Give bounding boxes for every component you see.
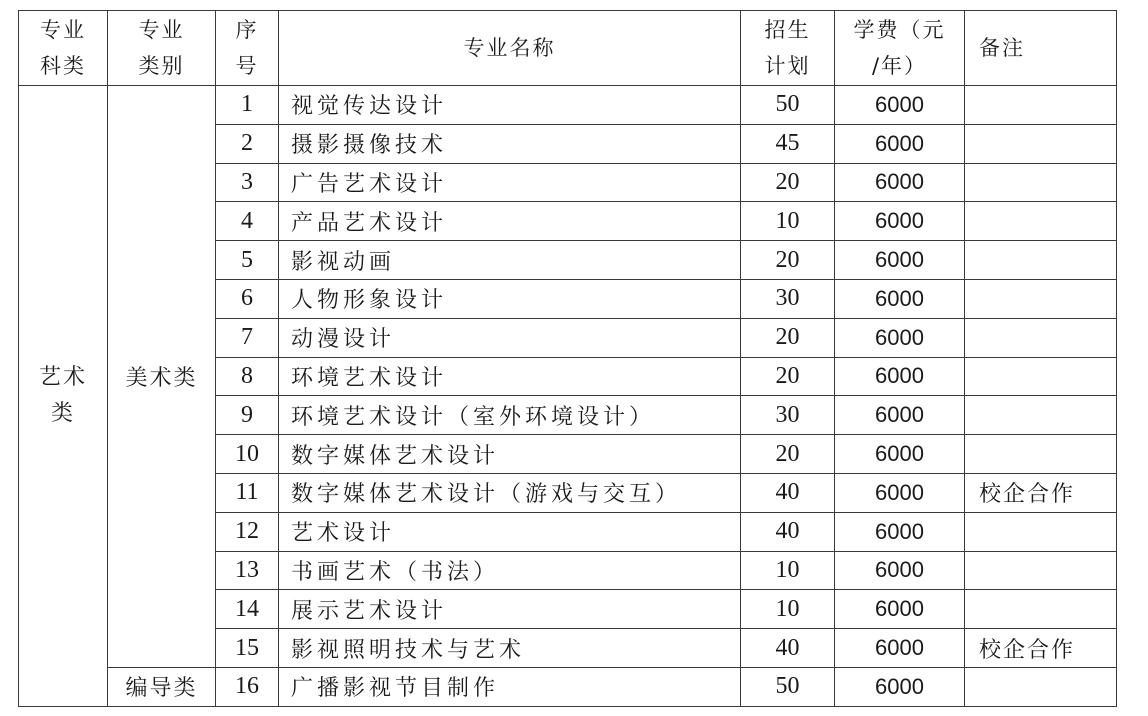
tuition-fee-cell: 6000 xyxy=(835,124,965,163)
major-name-cell: 视觉传达设计 xyxy=(279,86,741,125)
major-enrollment-table xyxy=(18,10,1117,707)
tuition-fee-cell: 6000 xyxy=(835,86,965,125)
header-row xyxy=(19,11,1117,86)
row-index-cell: 5 xyxy=(216,241,279,280)
row-index-cell: 14 xyxy=(216,590,279,629)
major-name-cell: 摄影摄像技术 xyxy=(279,124,741,163)
enrollment-plan-cell: 40 xyxy=(741,512,835,551)
enrollment-plan-cell: 10 xyxy=(741,202,835,241)
remark-cell xyxy=(965,435,1117,474)
enrollment-plan-cell: 40 xyxy=(741,473,835,512)
major-name-cell: 影视动画 xyxy=(279,241,741,280)
row-index-cell: 7 xyxy=(216,318,279,357)
row-index-cell: 6 xyxy=(216,279,279,318)
row-index-cell: 4 xyxy=(216,202,279,241)
major-name-cell: 展示艺术设计 xyxy=(279,590,741,629)
major-name-cell: 人物形象设计 xyxy=(279,279,741,318)
tuition-fee-cell: 6000 xyxy=(835,590,965,629)
major-name-cell: 广播影视节目制作 xyxy=(279,667,741,706)
enrollment-plan-cell: 45 xyxy=(741,124,835,163)
tuition-fee-cell: 6000 xyxy=(835,357,965,396)
header-fee: 学费（元 /年） xyxy=(835,11,965,86)
enrollment-plan-cell: 30 xyxy=(741,396,835,435)
major-name-cell: 广告艺术设计 xyxy=(279,163,741,202)
tuition-fee-cell: 6000 xyxy=(835,241,965,280)
header-remark: 备注 xyxy=(965,11,1117,86)
remark-cell xyxy=(965,124,1117,163)
remark-cell xyxy=(965,667,1117,706)
remark-cell xyxy=(965,318,1117,357)
enrollment-plan-cell: 10 xyxy=(741,590,835,629)
row-index-cell: 15 xyxy=(216,629,279,668)
row-index-cell: 16 xyxy=(216,667,279,706)
enrollment-plan-cell: 20 xyxy=(741,241,835,280)
remark-cell xyxy=(965,357,1117,396)
enrollment-plan-cell: 30 xyxy=(741,279,835,318)
tuition-fee-cell: 6000 xyxy=(835,629,965,668)
enrollment-plan-cell: 20 xyxy=(741,435,835,474)
major-name-cell: 数字媒体艺术设计 xyxy=(279,435,741,474)
enrollment-plan-cell: 20 xyxy=(741,163,835,202)
remark-cell xyxy=(965,396,1117,435)
header-major-name: 专业名称 xyxy=(279,11,741,86)
tuition-fee-cell: 6000 xyxy=(835,435,965,474)
major-name-cell: 动漫设计 xyxy=(279,318,741,357)
table-row xyxy=(19,667,1117,706)
remark-cell xyxy=(965,590,1117,629)
row-index-cell: 11 xyxy=(216,473,279,512)
row-index-cell: 8 xyxy=(216,357,279,396)
header-category: 专业 类别 xyxy=(108,11,216,86)
tuition-fee-cell: 6000 xyxy=(835,396,965,435)
row-index-cell: 1 xyxy=(216,86,279,125)
major-name-cell: 数字媒体艺术设计（游戏与交互） xyxy=(279,473,741,512)
remark-cell xyxy=(965,202,1117,241)
remark-cell: 校企合作 xyxy=(965,629,1117,668)
tuition-fee-cell: 6000 xyxy=(835,318,965,357)
tuition-fee-cell: 6000 xyxy=(835,279,965,318)
enrollment-plan-cell: 50 xyxy=(741,667,835,706)
remark-cell xyxy=(965,512,1117,551)
tuition-fee-cell: 6000 xyxy=(835,512,965,551)
remark-cell xyxy=(965,551,1117,590)
row-index-cell: 2 xyxy=(216,124,279,163)
row-index-cell: 10 xyxy=(216,435,279,474)
tuition-fee-cell: 6000 xyxy=(835,163,965,202)
remark-cell xyxy=(965,241,1117,280)
tuition-fee-cell: 6000 xyxy=(835,202,965,241)
remark-cell xyxy=(965,86,1117,125)
enrollment-plan-cell: 50 xyxy=(741,86,835,125)
enrollment-plan-cell: 40 xyxy=(741,629,835,668)
remark-cell xyxy=(965,163,1117,202)
major-name-cell: 影视照明技术与艺术 xyxy=(279,629,741,668)
row-index-cell: 9 xyxy=(216,396,279,435)
remark-cell: 校企合作 xyxy=(965,473,1117,512)
subject-group-cell: 艺术 类 xyxy=(19,86,108,707)
major-name-cell: 书画艺术（书法） xyxy=(279,551,741,590)
enrollment-plan-cell: 20 xyxy=(741,357,835,396)
tuition-fee-cell: 6000 xyxy=(835,667,965,706)
enrollment-plan-cell: 10 xyxy=(741,551,835,590)
category-group-cell: 美术类 xyxy=(108,86,216,668)
header-plan: 招生 计划 xyxy=(741,11,835,86)
major-name-cell: 环境艺术设计 xyxy=(279,357,741,396)
row-index-cell: 13 xyxy=(216,551,279,590)
header-subject: 专业 科类 xyxy=(19,11,108,86)
tuition-fee-cell: 6000 xyxy=(835,551,965,590)
table-row xyxy=(19,86,1117,125)
major-name-cell: 环境艺术设计（室外环境设计） xyxy=(279,396,741,435)
enrollment-plan-cell: 20 xyxy=(741,318,835,357)
row-index-cell: 12 xyxy=(216,512,279,551)
tuition-fee-cell: 6000 xyxy=(835,473,965,512)
remark-cell xyxy=(965,279,1117,318)
major-name-cell: 产品艺术设计 xyxy=(279,202,741,241)
major-name-cell: 艺术设计 xyxy=(279,512,741,551)
header-index: 序 号 xyxy=(216,11,279,86)
category-group-cell: 编导类 xyxy=(108,667,216,706)
row-index-cell: 3 xyxy=(216,163,279,202)
